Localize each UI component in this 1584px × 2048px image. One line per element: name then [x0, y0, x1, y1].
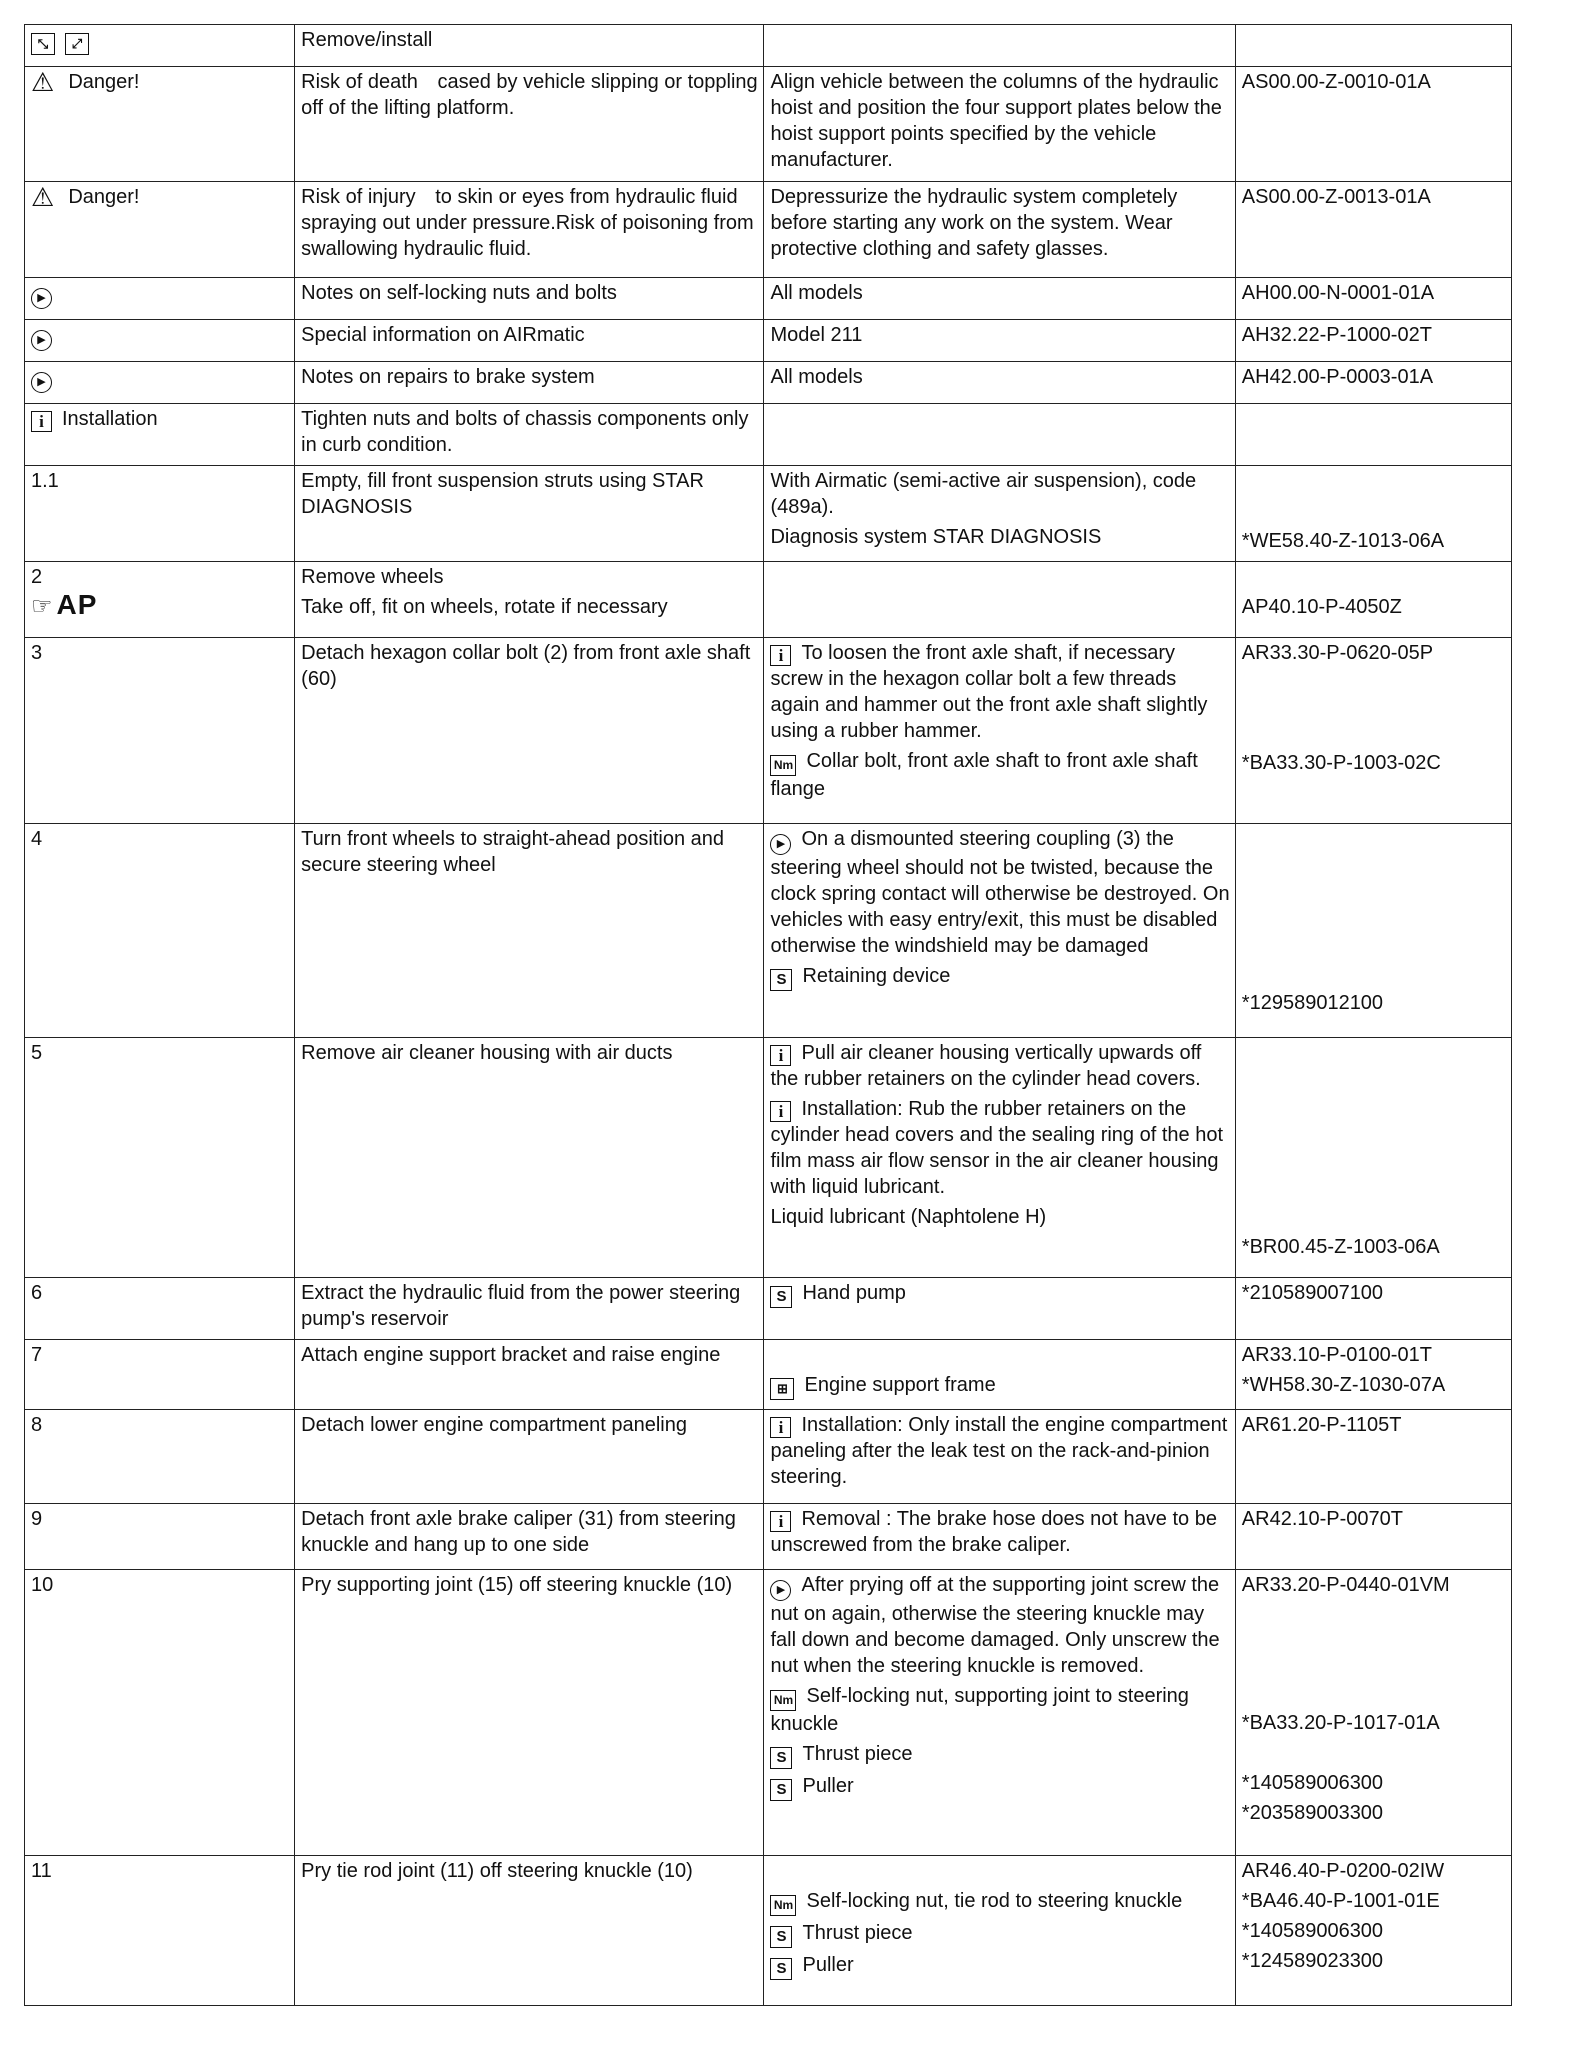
remove-install-icon: ⤡ [31, 33, 55, 55]
reference-code: *BA46.40-P-1001-01E [1241, 1890, 1440, 1912]
reference-code: AH32.22-P-1000-02T [1235, 320, 1511, 362]
procedure-table [24, 24, 1512, 2006]
note-circle-icon: ▶ [770, 834, 791, 855]
step-number: 2 [31, 566, 43, 588]
torque-nm-icon: Nm [770, 1690, 796, 1711]
reference-code: *WH58.30-Z-1030-07A [1241, 1374, 1446, 1396]
note-text: Align vehicle between the columns of the hydraulic hoist and position the four support plates below the hoist support points specified by the vehicle manufacturer. [764, 67, 1235, 182]
table-row: 2 ☞ AP Remove wheels Take off, fit on wheels, rotate if necessary AP40.10-P-4050Z [25, 562, 1512, 638]
step-number: 6 [25, 1278, 295, 1340]
table-row: ▶ Notes on self-locking nuts and bolts All models AH00.00-N-0001-01A [25, 278, 1512, 320]
note-text: Depressurize the hydraulic system completely before starting any work on the system. Wear protective clothing and safety glasses. [764, 182, 1235, 278]
table-row: 11 Pry tie rod joint (11) off steering knuckle (10) Nm Self-locking nut, tie rod to steering knuckle S Thrust piece S Puller AR46.40-P-0200-02IW *BA46.40-P-1001-01E *140589006300 *124589023300 [25, 1856, 1512, 2006]
step-number: 5 [25, 1038, 295, 1278]
table-row: 9 Detach front axle brake caliper (31) from steering knuckle and hang up to one side i Removal : The brake hose does not have to be unscrewed from the brake caliper. AR42.10-P-0070T [25, 1504, 1512, 1570]
table-row: 5 Remove air cleaner housing with air ducts i Pull air cleaner housing vertically upwards off the rubber retainers on the cylinder head covers. i Installation: Rub the rubber retainers on the cylinder head covers and the sealing ring of the hot film mass air flow sensor in the air cleaner housing with liquid lubricant. Liquid lubricant (Naphtolene H) *BR00.45-Z-1003-06A [25, 1038, 1512, 1278]
note-circle-icon: ▶ [31, 372, 52, 393]
torque-nm-icon: Nm [770, 1895, 796, 1916]
table-row: ▶ Special information on AIRmatic Model 211 AH32.22-P-1000-02T [25, 320, 1512, 362]
danger-label: Danger! [68, 186, 140, 208]
table-row: ⚠ Danger! Risk of injury to skin or eyes from hydraulic fluid spraying out under pressure.Risk of poisoning from swallowing hydraulic fluid. Depressurize the hydraulic system completely before starting any work on the system. Wear protective clothing and safety glasses. AS00.00-Z-0013-01A [25, 182, 1512, 278]
reference-code: AR33.20-P-0440-01VM [1241, 1574, 1450, 1596]
reference-code: AR33.30-P-0620-05P [1241, 642, 1434, 664]
reference-code: AH00.00-N-0001-01A [1235, 278, 1511, 320]
info-icon: i [770, 1417, 791, 1438]
reference-code: AR33.10-P-0100-01T [1241, 1344, 1432, 1366]
reference-code: AR46.40-P-0200-02IW [1241, 1860, 1445, 1882]
step-number: 9 [25, 1504, 295, 1570]
reference-code: *WE58.40-Z-1013-06A [1241, 530, 1445, 552]
reference-code: AR61.20-P-1105T [1235, 1410, 1511, 1504]
reference-code: *BA33.20-P-1017-01A [1241, 1712, 1440, 1734]
reference-code: AS00.00-Z-0010-01A [1235, 67, 1511, 182]
special-tool-icon: S [770, 1958, 792, 1980]
reference-code: AP40.10-P-4050Z [1241, 596, 1402, 618]
table-row: ▶ Notes on repairs to brake system All models AH42.00-P-0003-01A [25, 362, 1512, 404]
table-row: 1.1 Empty, fill front suspension struts using STAR DIAGNOSIS With Airmatic (semi-active air suspension), code (489a). Diagnosis system STAR DIAGNOSIS *WE58.40-Z-1013-06A [25, 466, 1512, 562]
info-icon: i [770, 645, 791, 666]
procedure-page [24, 24, 1512, 2006]
special-tool-icon: S [770, 969, 792, 991]
reference-code: *140589006300 [1241, 1772, 1384, 1794]
table-row: 6 Extract the hydraulic fluid from the power steering pump's reservoir S Hand pump *210589007100 [25, 1278, 1512, 1340]
remove-install-icon: ⤢ [65, 33, 89, 55]
reference-code: *140589006300 [1241, 1920, 1384, 1942]
reference-code: *BR00.45-Z-1003-06A [1241, 1236, 1440, 1258]
note-circle-icon: ▶ [770, 1580, 791, 1601]
step-number: 7 [25, 1340, 295, 1410]
info-icon: i [31, 411, 52, 432]
reference-code: *203589003300 [1241, 1802, 1384, 1824]
warning-icon: ⚠ [31, 67, 55, 97]
table-row: 3 Detach hexagon collar bolt (2) from front axle shaft (60) i To loosen the front axle shaft, if necessary screw in the hexagon collar bolt a few threads again and hammer out the front axle shaft slightly using a rubber hammer. Nm Collar bolt, front axle shaft to front axle shaft flange AR33.30-P-0620-05P *BA33.30-P-1003-02C [25, 638, 1512, 824]
danger-label: Danger! [68, 71, 140, 93]
step-number: 10 [25, 1570, 295, 1856]
special-tool-icon: S [770, 1286, 792, 1308]
step-number: 8 [25, 1410, 295, 1504]
warning-icon: ⚠ [31, 182, 55, 212]
table-row: 10 Pry supporting joint (15) off steering knuckle (10) ▶ After prying off at the supporting joint screw the nut on again, otherwise the steering knuckle may fall down and become damaged. Only unscrew the nut when the steering knuckle is removed. Nm Self-locking nut, supporting joint to steering knuckle S Thrust piece S Puller AR33.20-P-0440-01VM *BA33.20-P-1017-01A *140589006300 *203589003300 [25, 1570, 1512, 1856]
note-circle-icon: ▶ [31, 288, 52, 309]
table-row: 4 Turn front wheels to straight-ahead position and secure steering wheel ▶ On a dismounted steering coupling (3) the steering wheel should not be twisted, because the clock spring contact will otherwise be destroyed. On vehicles with easy entry/exit, this must be disabled otherwise the windshield may be damaged S Retaining device *129589012100 [25, 824, 1512, 1038]
table-row [25, 25, 1512, 67]
special-tool-icon: S [770, 1926, 792, 1948]
step-number: 3 [25, 638, 295, 824]
info-icon: i [770, 1045, 791, 1066]
step-text: Remove/install [295, 25, 764, 67]
reference-code: *129589012100 [1241, 992, 1384, 1014]
pointing-hand-icon: ☞ [31, 593, 53, 620]
note-circle-icon: ▶ [31, 330, 52, 351]
table-row: i Installation Tighten nuts and bolts of chassis components only in curb condition. [25, 404, 1512, 466]
reference-code: AS00.00-Z-0013-01A [1235, 182, 1511, 278]
special-tool-icon: S [770, 1779, 792, 1801]
table-row: 8 Detach lower engine compartment paneling i Installation: Only install the engine compartment paneling after the leak test on the rack-and-pinion steering. AR61.20-P-1105T [25, 1410, 1512, 1504]
symbol-cell [25, 25, 295, 67]
step-number: 1.1 [25, 466, 295, 562]
info-icon: i [770, 1511, 791, 1532]
info-icon: i [770, 1101, 791, 1122]
step-number: 4 [25, 824, 295, 1038]
reference-code: AR42.10-P-0070T [1235, 1504, 1511, 1570]
reference-code: *210589007100 [1235, 1278, 1511, 1340]
step-number: 11 [25, 1856, 295, 2006]
reference-code: AH42.00-P-0003-01A [1235, 362, 1511, 404]
reference-code: *124589023300 [1241, 1950, 1384, 1972]
engine-support-frame-icon: ⊞ [770, 1378, 794, 1400]
table-row: ⚠ Danger! Risk of death cased by vehicle slipping or toppling off of the lifting platform. Align vehicle between the columns of the hydraulic hoist and position the four support plates below the hoist support points specified by the vehicle manufacturer. AS00.00-Z-0010-01A [25, 67, 1512, 182]
table-row: 7 Attach engine support bracket and raise engine ⊞ Engine support frame AR33.10-P-0100-01T *WH58.30-Z-1030-07A [25, 1340, 1512, 1410]
special-tool-icon: S [770, 1747, 792, 1769]
reference-code: *BA33.30-P-1003-02C [1241, 752, 1441, 774]
torque-nm-icon: Nm [770, 755, 796, 776]
